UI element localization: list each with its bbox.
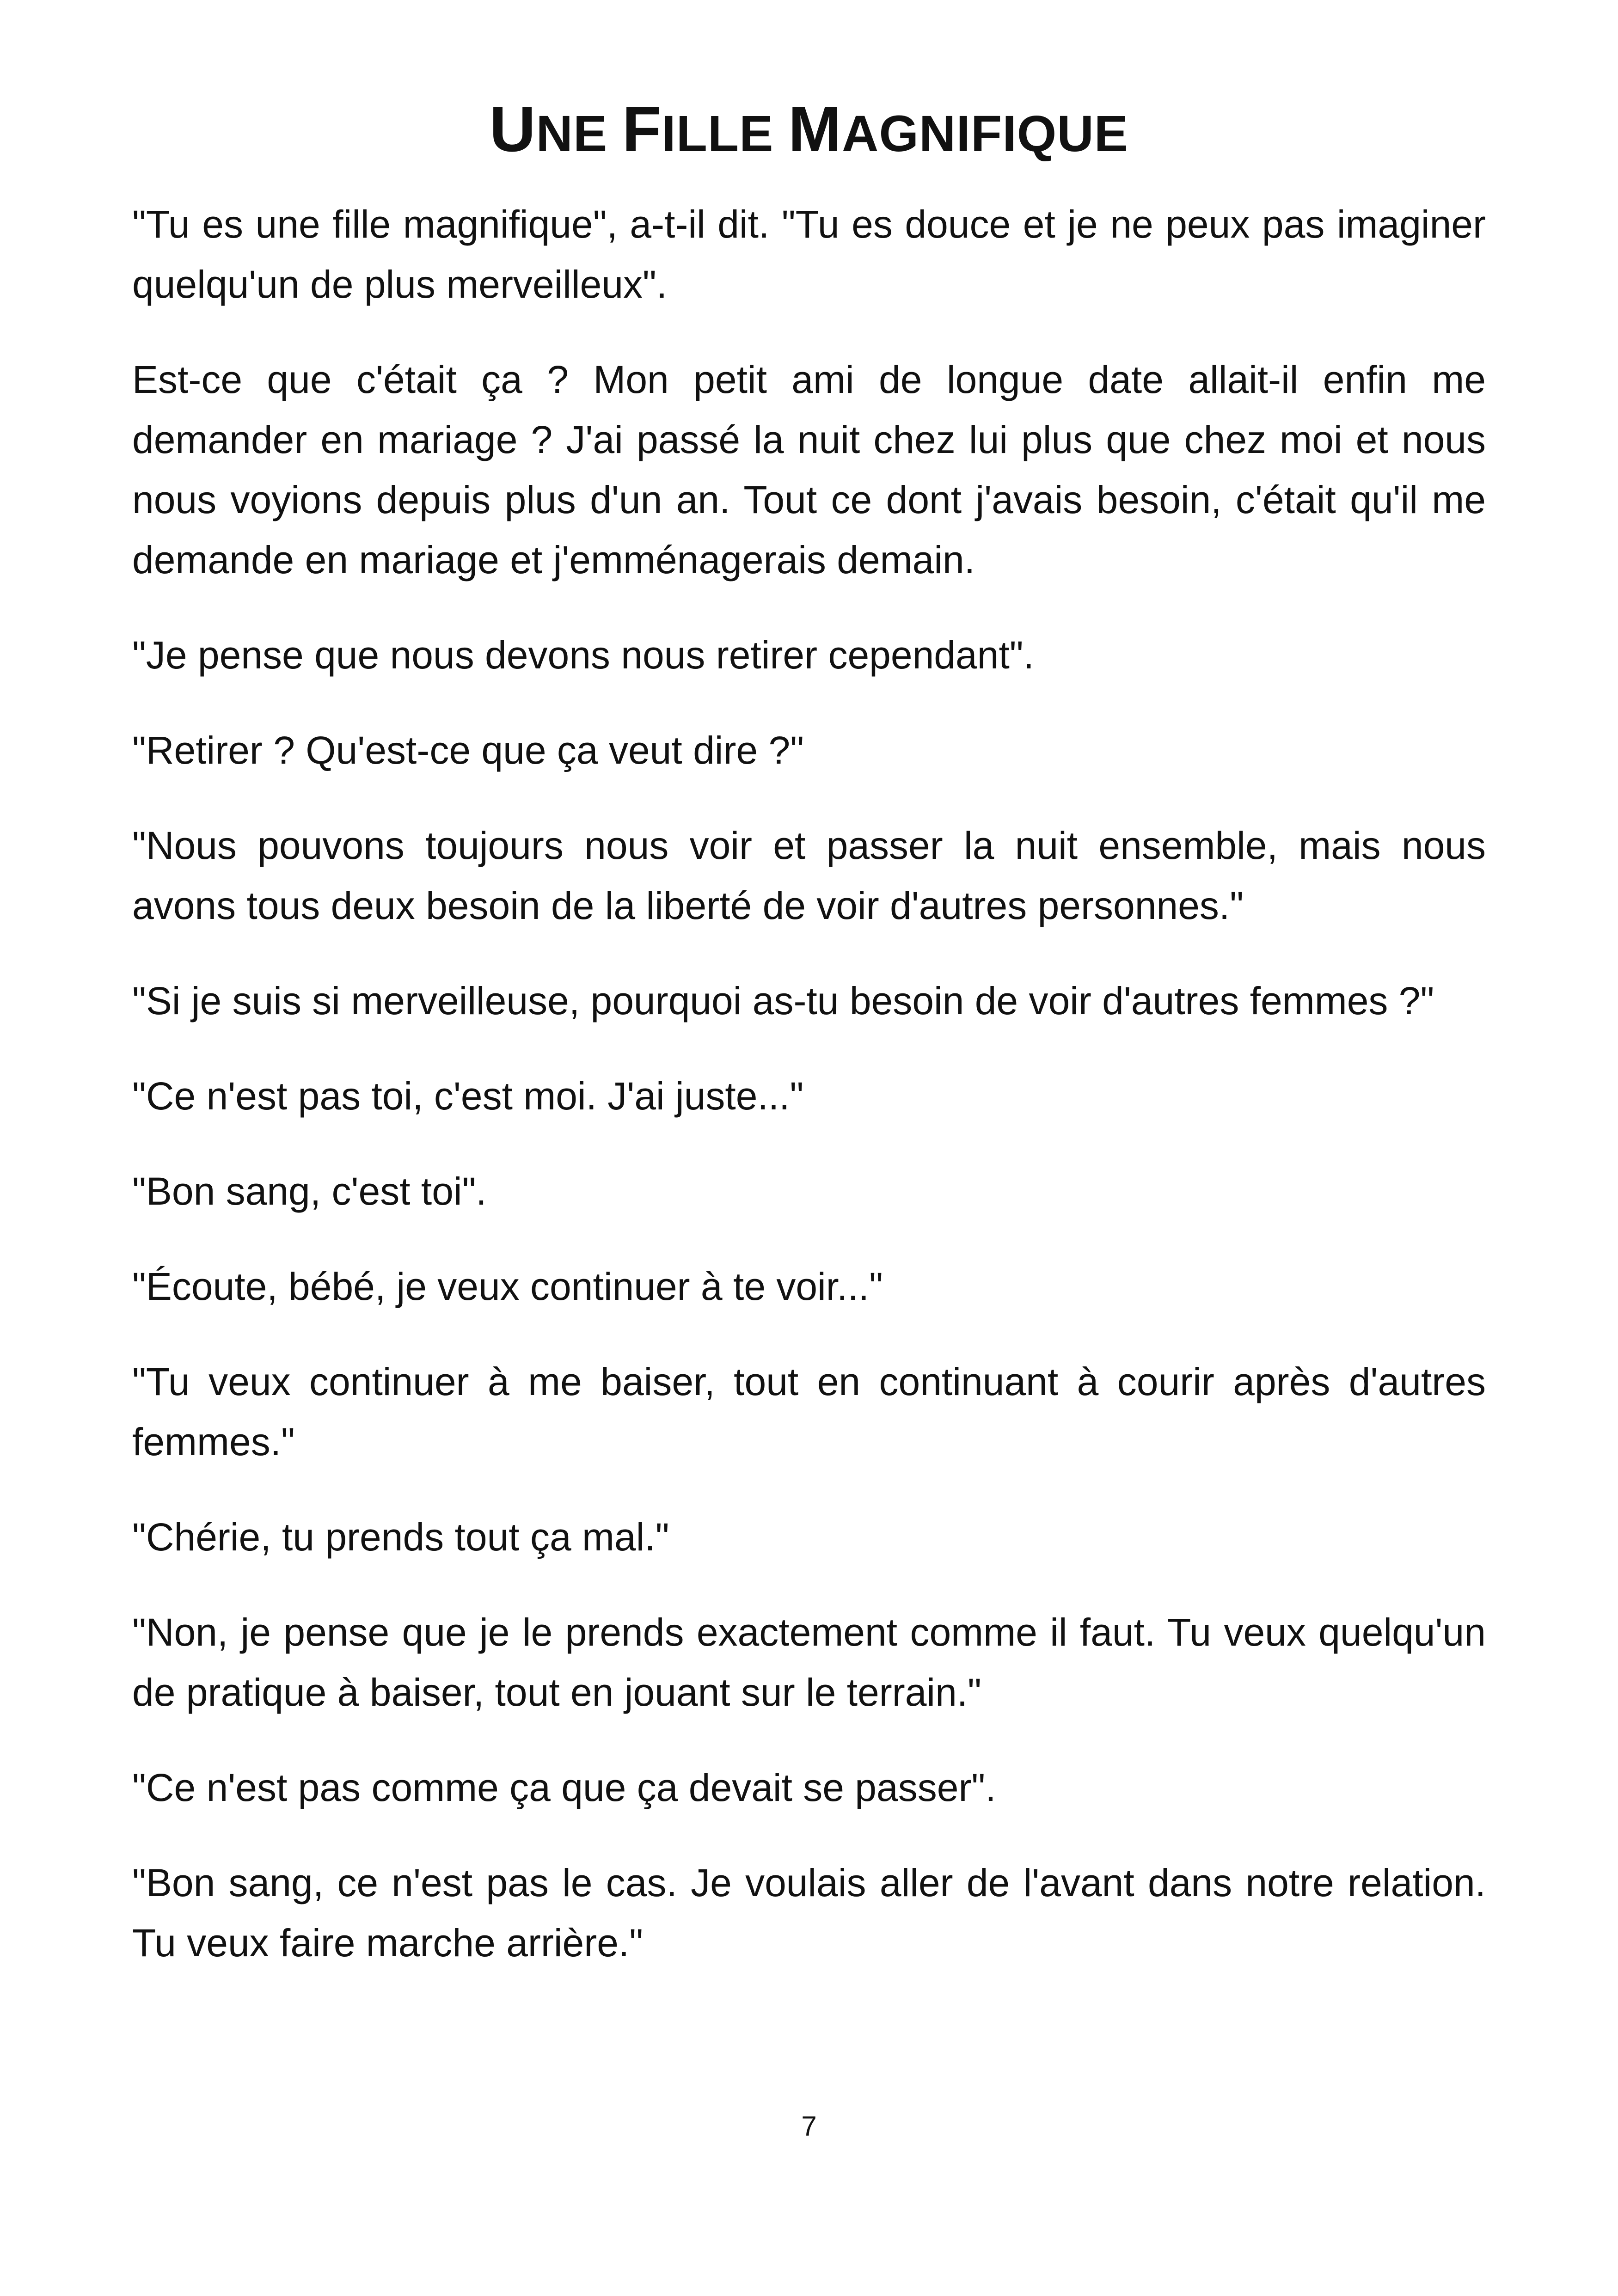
document-body — [132, 194, 1486, 1973]
paragraph-8: "Bon sang, c'est toi". — [132, 1169, 487, 1213]
paragraph-5: "Nous pouvons toujours nous voir et passer la nuit ensemble, mais nous avons tous deux besoin de la liberté de voir d'autres personnes." — [132, 824, 1486, 927]
title-rest-fille: ILLE — [662, 105, 789, 162]
title-rest-magnifique: AGNIFIQUE — [842, 105, 1129, 162]
title-initial-m: M — [788, 94, 842, 165]
paragraph-12: "Non, je pense que je le prends exactement comme il faut. Tu veux quelqu'un de pratique à baiser, tout en jouant sur le terrain." — [132, 1610, 1486, 1714]
paragraph-10: "Tu veux continuer à me baiser, tout en continuant à courir après d'autres femmes." — [132, 1360, 1486, 1463]
title-initial-f: F — [622, 94, 662, 165]
title-initial-u: U — [489, 94, 536, 165]
paragraph-13: "Ce n'est pas comme ça que ça devait se passer". — [132, 1766, 996, 1809]
paragraph-9: "Écoute, bébé, je veux continuer à te voir..." — [132, 1265, 883, 1308]
title-rest-une: NE — [536, 105, 622, 162]
paragraph-1: "Tu es une fille magnifique", a-t-il dit. "Tu es douce et je ne peux pas imaginer quelqu'un de plus merveilleux". — [132, 202, 1486, 306]
paragraph-2: Est-ce que c'était ça ? Mon petit ami de longue date allait-il enfin me demander en mariage ? J'ai passé la nuit chez lui plus que chez moi et nous nous voyions depuis plus d'un an. Tout ce dont j'avais besoin, c'était qu'il me demande en mariage et j'emménagerais demain. — [132, 358, 1486, 582]
paragraph-11: "Chérie, tu prends tout ça mal." — [132, 1515, 669, 1559]
paragraph-7: "Ce n'est pas toi, c'est moi. J'ai juste..." — [132, 1074, 804, 1118]
chapter-title — [0, 90, 1618, 173]
paragraph-14: "Bon sang, ce n'est pas le cas. Je voulais aller de l'avant dans notre relation. Tu veux faire marche arrière." — [132, 1861, 1486, 1965]
paragraph-3: "Je pense que nous devons nous retirer cependant". — [132, 633, 1034, 677]
paragraph-6: "Si je suis si merveilleuse, pourquoi as-tu besoin de voir d'autres femmes ?" — [132, 979, 1434, 1022]
page-number: 7 — [801, 2111, 817, 2142]
paragraph-4: "Retirer ? Qu'est-ce que ça veut dire ?" — [132, 729, 804, 772]
